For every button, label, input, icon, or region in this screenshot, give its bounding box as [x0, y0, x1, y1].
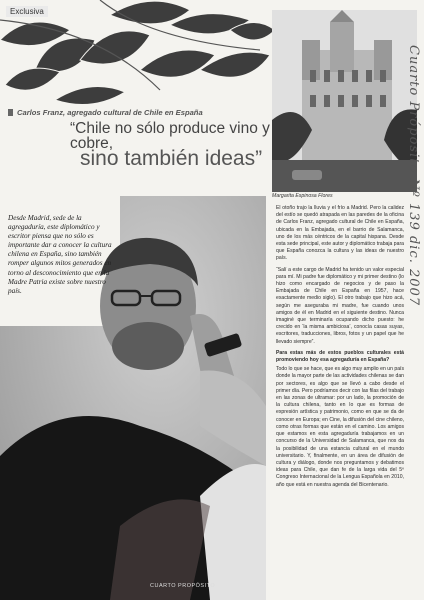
photo-caption: Margarita Espinosa Flores	[272, 193, 333, 199]
headline-line2: sino también ideas”	[80, 147, 263, 170]
headline-line1: “Chile no sólo produce vino y cobre,	[70, 120, 270, 152]
byline	[8, 108, 270, 117]
lead-paragraph: Desde Madrid, sede de la agregaduría, este diplomático y escritor piensa que no sólo es importante dar a conocer la cultura chilena en España, sino también romper algunos mitos generados en torno al desconocimiento que en la Madre Patria existe sobre nuestro país.	[8, 214, 112, 295]
handwritten-note	[404, 45, 422, 435]
handwritten-note-text: Cuarto Próposito Nº 139 dic. 2007	[406, 45, 421, 307]
body-question: Para estas más de estos pueblos culturales está promoviendo hoy esa agregaduría en España?	[276, 349, 404, 364]
building-photo	[272, 10, 417, 192]
leaves-illustration	[0, 0, 275, 115]
body-paragraph-2: “Salí a este cargo de Madrid ha tenido un valor especial para mí. Mi padre fue diplomático y mi primer destino (lo hizo como encargado de negocios y de paso la Embajada de Chile en España en 1957, hace exactamente medio siglo). El otro trabajo que hizo acá, según me aseguraba mi madre, fue cuando unos amigos de él en Madrid en el siguiente destino. Nunca imaginé que terminaría ocupando dicho puesto: he crecido en ‘la misma ambiciosa’, conocía casas suyas, escritores, traducciones, libros, fotos y un papel que he llevado siempre”.	[276, 266, 404, 345]
body-paragraph-3: Todo lo que se hace, que es algo muy amplio en un país donde la mayor parte de las actividades chilenas se dan por sectores, es algo que se llevó a cabo desde el primer día. Pero podríamos decir con las filas del trabajo en las zonas de ultramar: por un lado, la promoción de la cultura chilena, tanto en lo que es formas de expresión artística y patrimonio, como en que se da de conocer en Europa; en Cine, la difusión del cine chileno, como otras formas que están en el camino. Los amigos que estamos en esta agregaduría trabajamos en un concurso de la Universidad de Salamanca, que nos da la posibilidad de una estancia cultural en el mundo universitario. Y, finalmente, en un área de difusión de cultura y diálogo, donde nos preguntamos y debatimos ideas para Chile, que dan fe de la larga vida del 5º Congreso Internacional de la Lengua Española en 2010, año que está en nuestra agenda del Bicentenario.	[276, 366, 404, 488]
body-paragraph-1: El otoño trajo la lluvia y el frío a Madrid. Pero la calidez del estío se quedó atrapada en las paredes de la oficina de Carlos Franz, agregado cultural de Chile en España, ubicada en la Embajada, en el barrio de Salamanca, uno de los más céntricos de la capital hispana. Desde esta sede principal, este autor y diplomático trabaja para que España conozca la cultura y las ideas de nuestro país.	[276, 205, 404, 262]
section-tag: Exclusiva	[6, 6, 48, 17]
byline-marker	[8, 109, 13, 116]
footer-logo: CUARTO PROPÓSITO	[150, 583, 216, 589]
byline-text: Carlos Franz, agregado cultural de Chile en España	[17, 108, 203, 117]
article-body	[276, 205, 404, 493]
